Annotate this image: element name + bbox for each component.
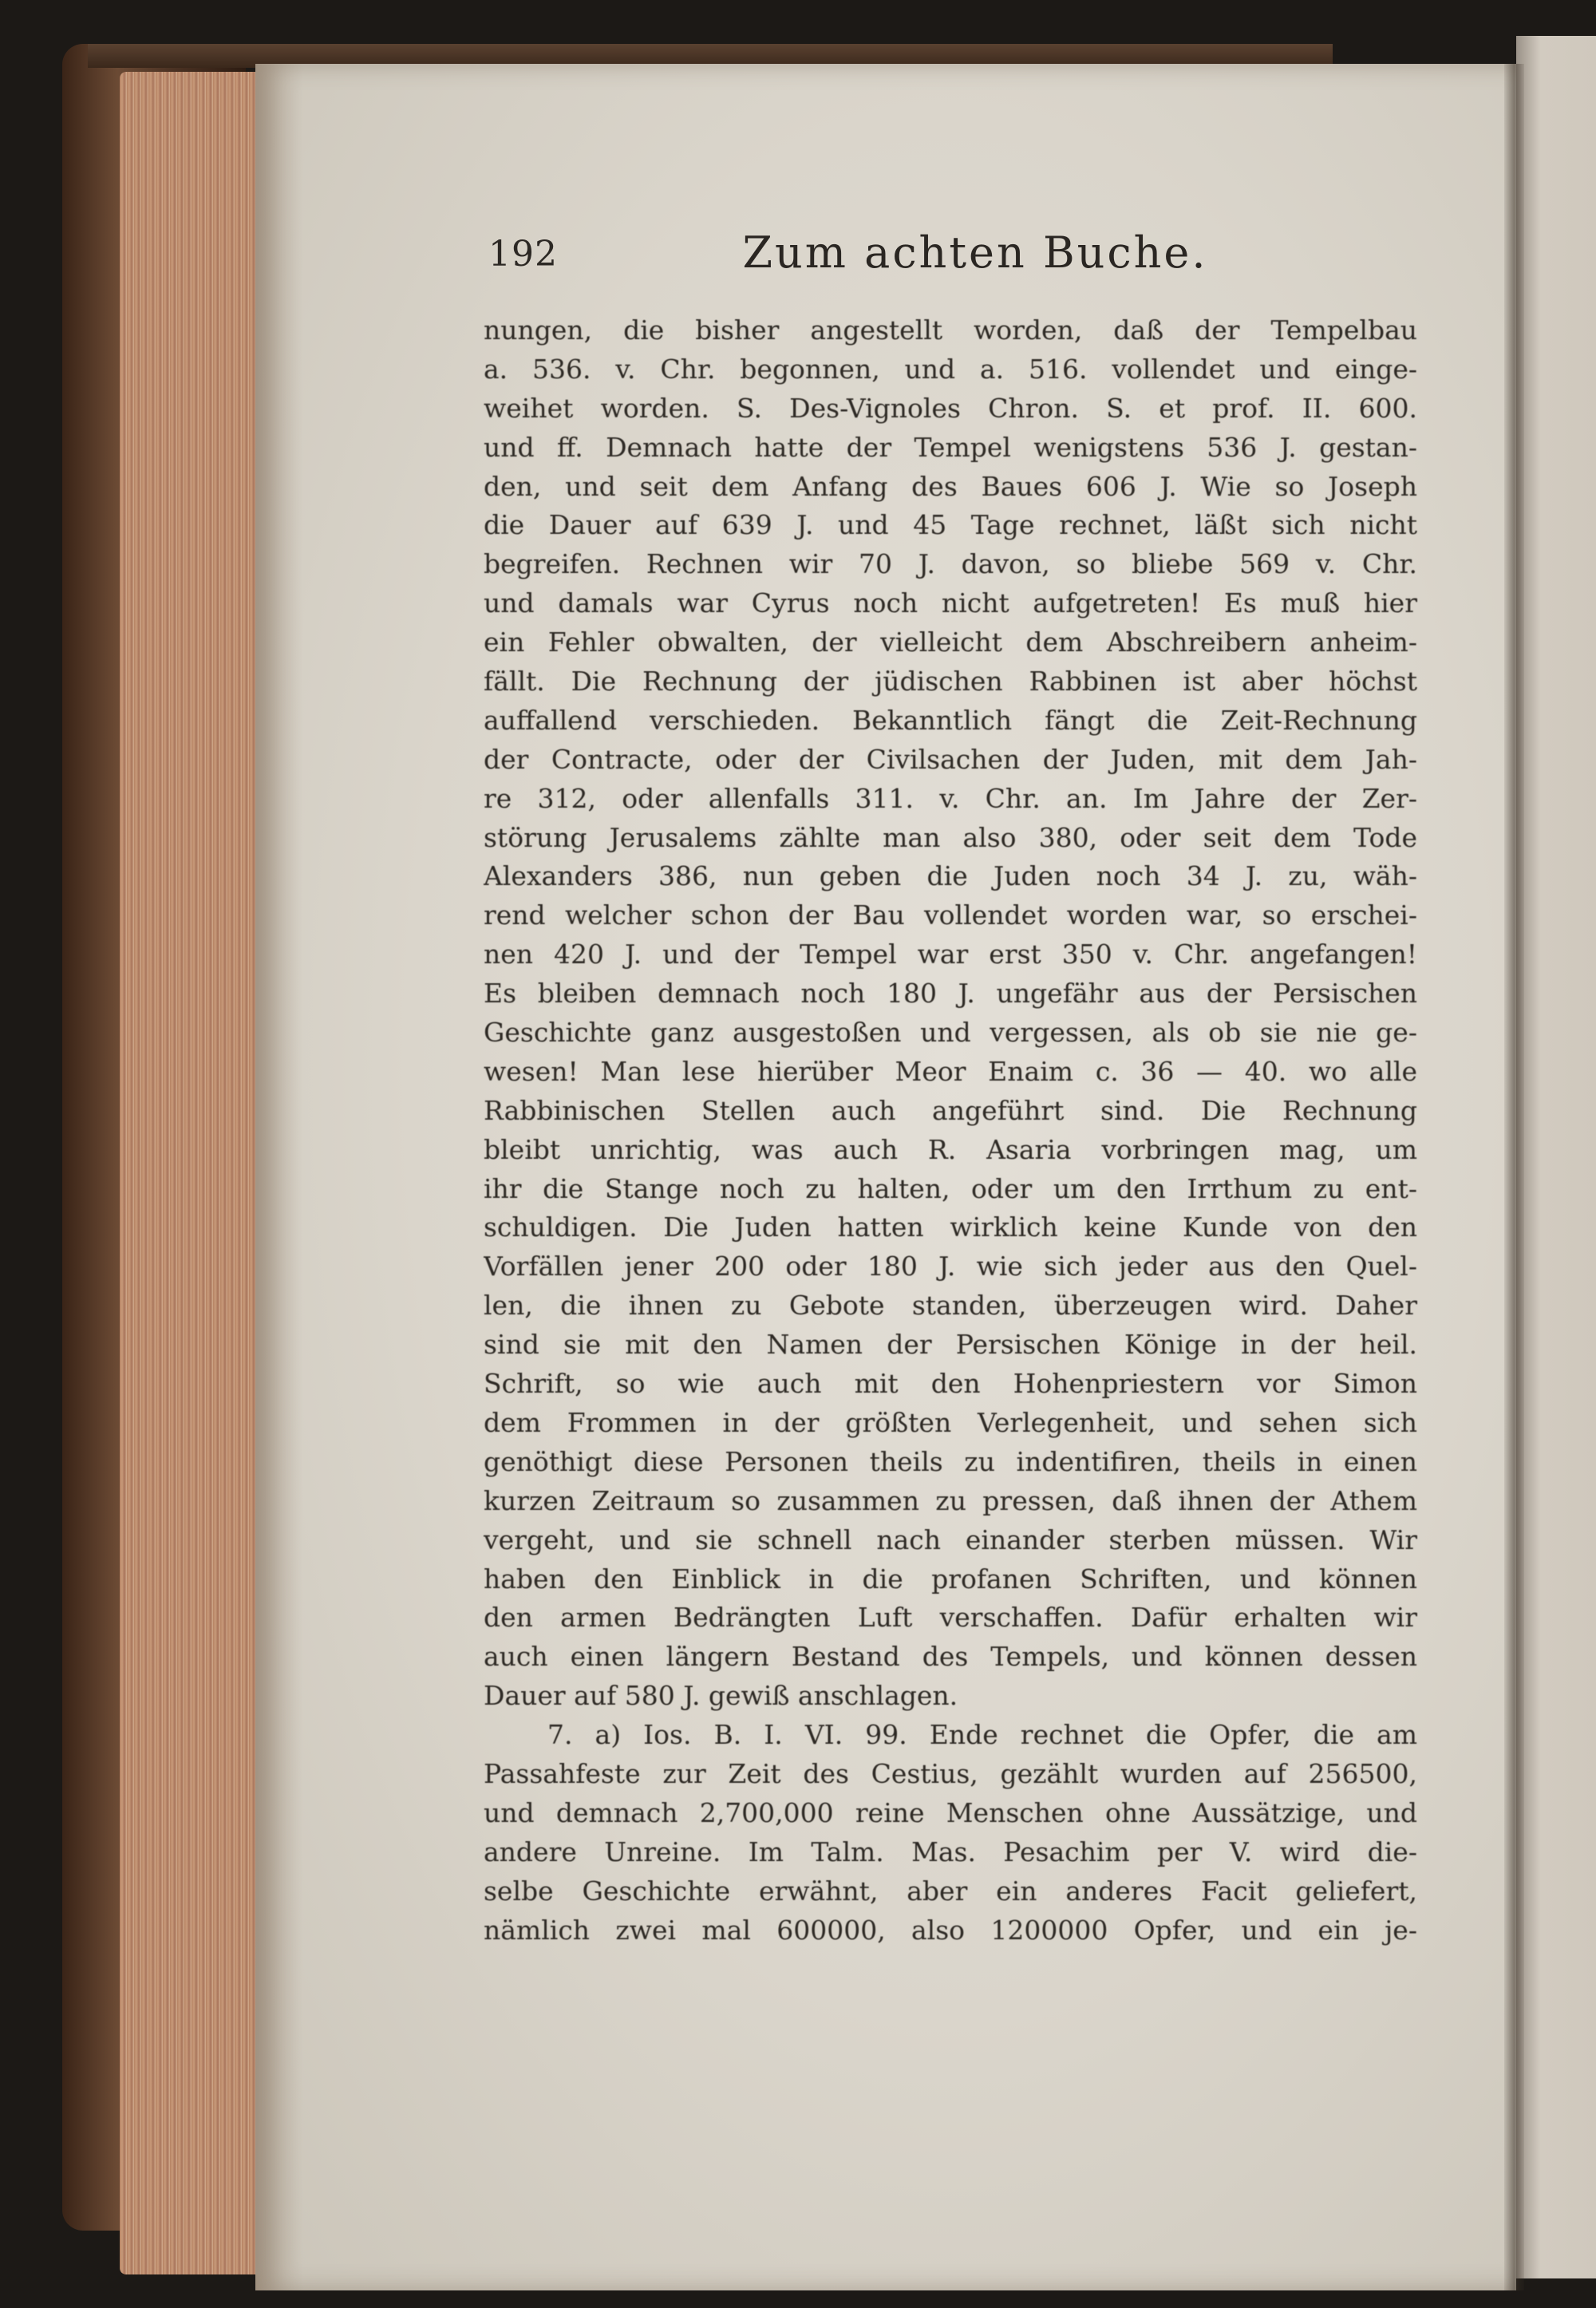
text-line: a. 536. v. Chr. begonnen, und a. 516. vollendet und einge- xyxy=(484,353,1417,385)
text-line: Dauer auf 580 J. gewiß anschlagen. xyxy=(484,1680,958,1712)
page-edges xyxy=(120,72,255,2274)
text-line: nen 420 J. und der Tempel war erst 350 v. Chr. angefangen! xyxy=(484,939,1417,970)
text-line: störung Jerusalems zählte man also 380, oder seit dem Tode xyxy=(484,821,1417,853)
text-line: nungen, die bisher angestellt worden, daß der Tempelbau xyxy=(484,314,1417,346)
text-line: haben den Einblick in die profanen Schriften, und können xyxy=(484,1563,1417,1595)
text-line: dem Frommen in der größten Verlegenheit, und sehen sich xyxy=(484,1406,1417,1438)
text-line: weihet worden. S. Des-Vignoles Chron. S. et prof. II. 600. xyxy=(484,392,1417,424)
text-line: Alexanders 386, nun geben die Juden noch 34 J. zu, wäh- xyxy=(484,860,1417,892)
text-line: len, die ihnen zu Gebote standen, überzeugen wird. Daher xyxy=(484,1290,1417,1322)
text-line: bleibt unrichtig, was auch R. Asaria vorbringen mag, um xyxy=(484,1133,1417,1165)
text-line: und ff. Demnach hatte der Tempel wenigstens 536 J. gestan- xyxy=(484,431,1417,463)
text-line: auch einen längern Bestand des Tempels, und können dessen xyxy=(484,1641,1417,1673)
text-line: begreifen. Rechnen wir 70 J. davon, so bliebe 569 v. Chr. xyxy=(484,548,1417,580)
text-line: genöthigt diese Personen theils zu indentifiren, theils in einen xyxy=(484,1445,1417,1477)
text-line: Es bleiben demnach noch 180 J. ungefähr aus der Persischen xyxy=(484,978,1417,1010)
text-line: den armen Bedrängten Luft verschaffen. Dafür erhalten wir xyxy=(484,1602,1417,1634)
text-line: Schrift, so wie auch mit den Hohenpriestern vor Simon xyxy=(484,1368,1417,1400)
text-line: fällt. Die Rechnung der jüdischen Rabbinen ist aber höchst xyxy=(484,666,1417,698)
page-fold-shadow xyxy=(255,64,303,2290)
text-line: 7. a) Ios. B. I. VI. 99. Ende rechnet die Opfer, die am xyxy=(547,1719,1417,1751)
facing-page xyxy=(1516,36,1596,2278)
text-line: und damals war Cyrus noch nicht aufgetreten! Es muß hier xyxy=(484,587,1417,619)
running-title: Zum achten Buche. xyxy=(742,227,1208,278)
text-line: Rabbinischen Stellen auch angeführt sind. Die Rechnung xyxy=(484,1094,1417,1126)
text-line: andere Unreine. Im Talm. Mas. Pesachim per V. wird die- xyxy=(484,1836,1417,1867)
text-line: der Contracte, oder der Civilsachen der Juden, mit dem Jah- xyxy=(484,743,1417,775)
text-line: die Dauer auf 639 J. und 45 Tage rechnet, läßt sich nicht xyxy=(484,509,1417,541)
text-line: ihr die Stange noch zu halten, oder um den Irrthum zu ent- xyxy=(484,1172,1417,1204)
text-line: rend welcher schon der Bau vollendet worden war, so erschei- xyxy=(484,899,1417,931)
text-line: ein Fehler obwalten, der vielleicht dem Abschreibern anheim- xyxy=(484,626,1417,658)
text-line: kurzen Zeitraum so zusammen zu pressen, daß ihnen der Athem xyxy=(484,1484,1417,1516)
text-line: sind sie mit den Namen der Persischen Könige in der heil. xyxy=(484,1329,1417,1361)
text-line: re 312, oder allenfalls 311. v. Chr. an. Im Jahre der Zer- xyxy=(484,782,1417,814)
text-line: Passahfeste zur Zeit des Cestius, gezählt wurden auf 256500, xyxy=(484,1757,1417,1789)
text-line: nämlich zwei mal 600000, also 1200000 Opfer, und ein je- xyxy=(484,1914,1417,1946)
text-line: Vorfällen jener 200 oder 180 J. wie sich jeder aus den Quel- xyxy=(484,1251,1417,1282)
text-line: Geschichte ganz ausgestoßen und vergessen, als ob sie nie ge- xyxy=(484,1017,1417,1049)
text-line: und demnach 2,700,000 reine Menschen ohne Aussätzige, und xyxy=(484,1796,1417,1828)
text-line: auffallend verschieden. Bekanntlich fängt die Zeit-Rechnung xyxy=(484,704,1417,736)
text-line: den, und seit dem Anfang des Baues 606 J. Wie so Joseph xyxy=(484,470,1417,502)
text-line: vergeht, und sie schnell nach einander sterben müssen. Wir xyxy=(484,1524,1417,1555)
text-line: schuldigen. Die Juden hatten wirklich keine Kunde von den xyxy=(484,1211,1417,1243)
text-line: selbe Geschichte erwähnt, aber ein anderes Facit geliefert, xyxy=(484,1875,1417,1907)
text-line: wesen! Man lese hierüber Meor Enaim c. 36 — 40. wo alle xyxy=(484,1055,1417,1087)
book-gutter xyxy=(1504,64,1524,2290)
page-body-text xyxy=(484,311,1417,1950)
page-number: 192 xyxy=(488,234,558,275)
page-header xyxy=(488,227,1414,291)
